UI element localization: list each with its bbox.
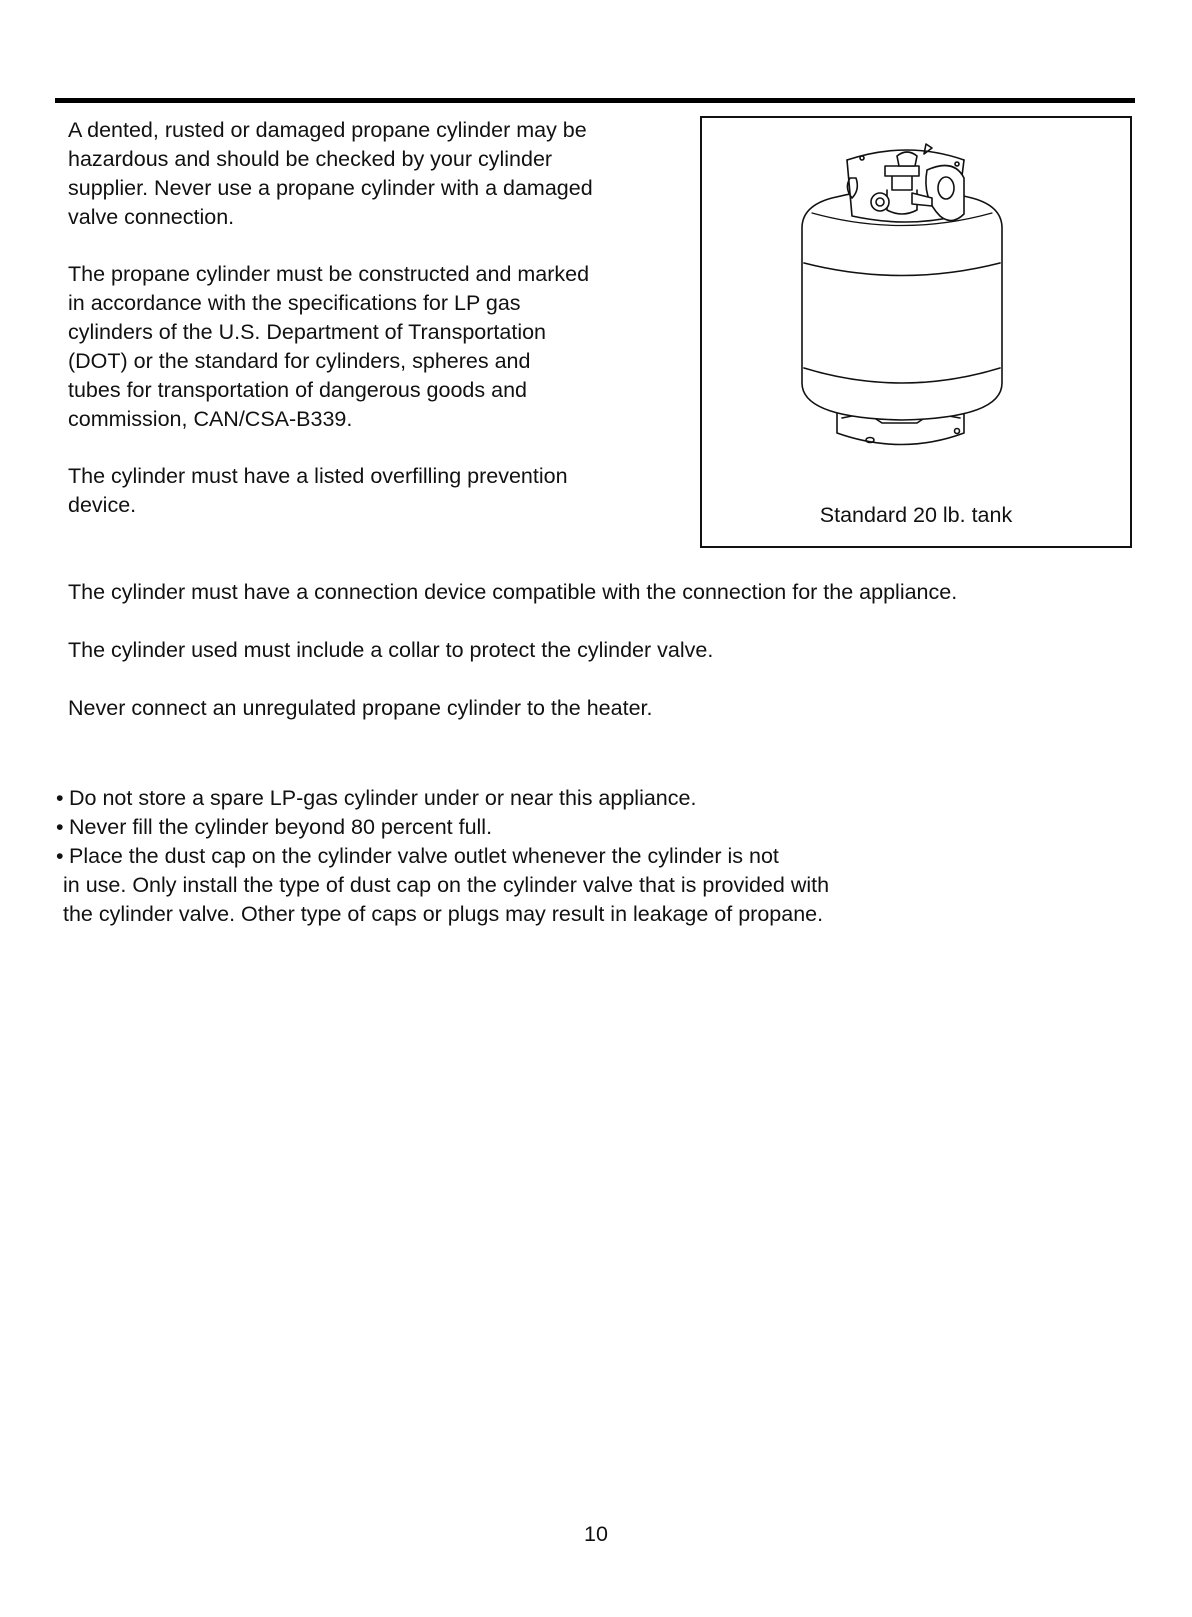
bullet-text: Place the dust cap on the cylinder valve outlet whenever the cylinder is not [69, 844, 779, 868]
text-line: device. [68, 493, 137, 517]
text-line: Never connect an unregulated propane cylinder to the heater. [68, 696, 653, 720]
safety-bullet-list [56, 784, 829, 929]
bullet-item [56, 784, 829, 813]
paragraph-connection-device [68, 578, 957, 607]
text-line: cylinders of the U.S. Department of Transportation [68, 320, 547, 344]
text-line: The cylinder used must include a collar to protect the cylinder valve. [68, 638, 714, 662]
paragraph-collar [68, 636, 713, 665]
header-rule [55, 98, 1135, 103]
tank-figure [700, 116, 1132, 548]
paragraph-construction-spec [68, 260, 589, 434]
text-line: (DOT) or the standard for cylinders, spheres and [68, 349, 531, 373]
text-line: The propane cylinder must be constructed and marked [68, 262, 590, 286]
text-line: hazardous and should be checked by your cylinder [68, 147, 553, 171]
bullet-continuation: in use. Only install the type of dust cap on the cylinder valve that is provided with [63, 873, 830, 897]
bullet-icon: • [56, 844, 64, 868]
text-line: The cylinder must have a connection device compatible with the connection for the appliance. [68, 580, 958, 604]
propane-tank-icon [702, 118, 1130, 546]
paragraph-damaged-cylinder [68, 116, 593, 232]
figure-caption [702, 502, 1130, 528]
text-line: in accordance with the specifications for LP gas [68, 291, 521, 315]
paragraph-overfill-device [68, 462, 568, 520]
bullet-item [56, 813, 829, 842]
text-line: supplier. Never use a propane cylinder with a damaged [68, 176, 593, 200]
caption-text: Standard 20 lb. tank [819, 503, 1013, 527]
text-line: tubes for transportation of dangerous goods and [68, 378, 527, 402]
text-line: The cylinder must have a listed overfilling prevention [68, 464, 568, 488]
bullet-icon: • [56, 815, 64, 839]
bullet-icon: • [56, 786, 64, 810]
bullet-text: Do not store a spare LP-gas cylinder under or near this appliance. [69, 786, 697, 810]
paragraph-unregulated [68, 694, 652, 723]
text-line: A dented, rusted or damaged propane cylinder may be [68, 118, 587, 142]
bullet-item [56, 842, 829, 871]
bullet-continuation: the cylinder valve. Other type of caps or plugs may result in leakage of propane. [63, 902, 824, 926]
bullet-text: Never fill the cylinder beyond 80 percent full. [69, 815, 493, 839]
text-line: commission, CAN/CSA-B339. [68, 407, 353, 431]
page-number: 10 [584, 1522, 608, 1546]
text-line: valve connection. [68, 205, 235, 229]
